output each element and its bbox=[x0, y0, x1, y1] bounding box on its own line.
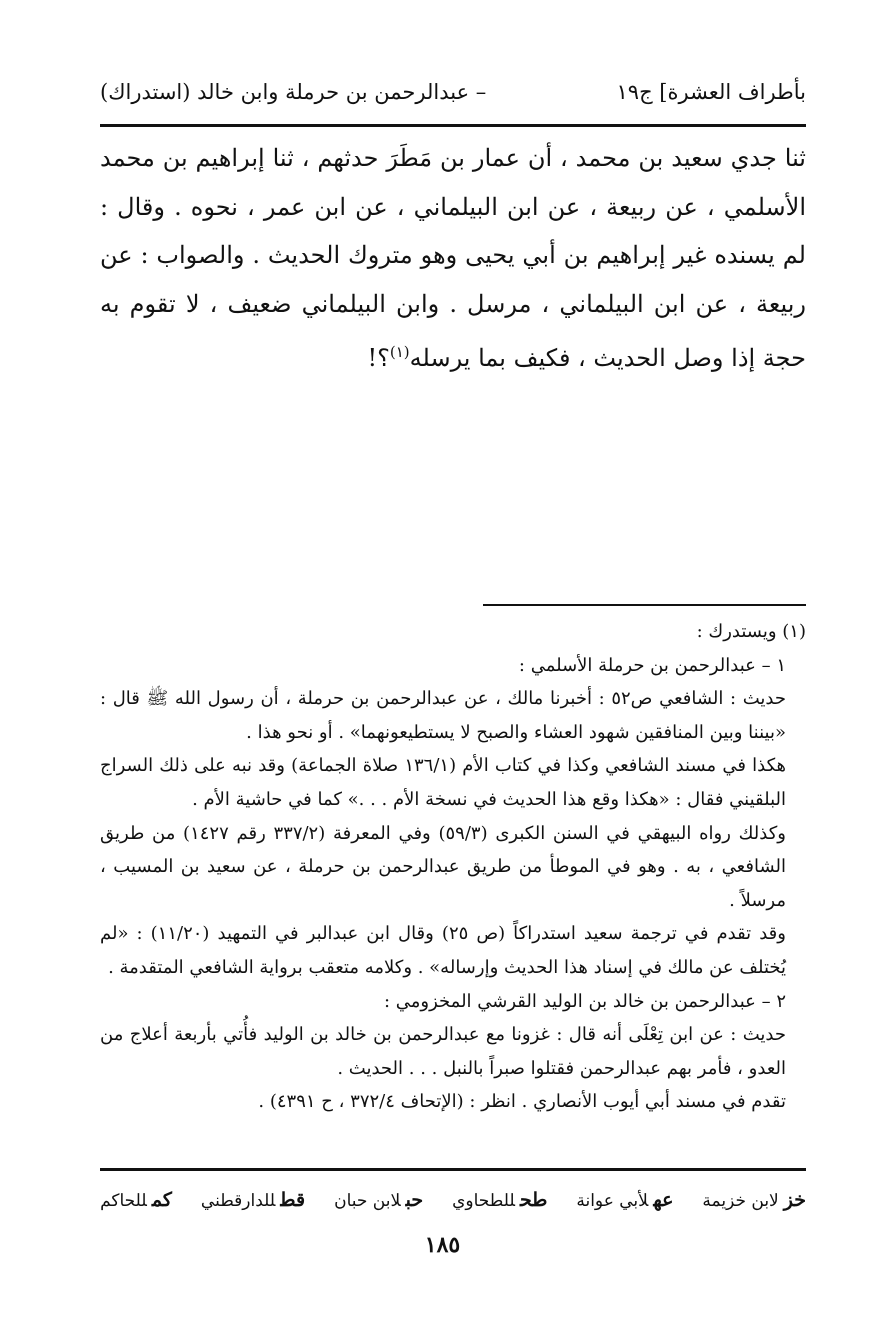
footnote-line: هكذا في مسند الشافعي وكذا في كتاب الأم (١٣٦/١ صلاة الجماعة) وقد نبه على ذلك السراج البلقيني فقال : «هكذا وقع هذا الحديث في نسخة الأم . . .» كما في حاشية الأم . bbox=[100, 755, 787, 810]
footnotes bbox=[100, 615, 806, 1119]
legend-item: عهلأبي عوانة bbox=[576, 1189, 674, 1211]
legend-item: كمللحاكم bbox=[100, 1189, 172, 1211]
legend-item: حبلابن حبان bbox=[334, 1189, 424, 1211]
legend-item: خزلابن خزيمة bbox=[702, 1189, 806, 1211]
footnote-subheading: ٢ – عبدالرحمن بن خالد بن الوليد القرشي المخزومي : bbox=[383, 990, 786, 1012]
legend-item: قطللدارقطني bbox=[200, 1189, 306, 1211]
page-number: ١٨٥ bbox=[424, 1232, 461, 1258]
footnote-line: حديث : الشافعي ص٥٢ : أخبرنا مالك ، عن عبدالرحمن بن حرملة ، أن رسول الله ﷺ قال : «بيننا وبين المنافقين شهود العشاء والصبح لا يستطيعونهما» . أو نحو هذا . bbox=[100, 688, 786, 743]
main-text bbox=[100, 134, 806, 383]
footnote-line: تقدم في مسند أبي أيوب الأنصاري . انظر : (الإتحاف ٣٧٢/٤ ، ح ٤٣٩١) . bbox=[258, 1091, 786, 1113]
book-title: بأطراف العشرة] ج١٩ bbox=[616, 80, 806, 104]
footnote-line: حديث : عن ابن تِعْلَى أنه قال : غزونا مع عبدالرحمن بن خالد بن الوليد فأُتي بأربعة أعلاج من العدو ، فأمر بهم عبدالرحمن فقتلوا صبراً بالنبل . . . الحديث . bbox=[100, 1024, 786, 1079]
section-title: – عبدالرحمن بن حرملة وابن خالد (استدراك) bbox=[100, 80, 487, 104]
header-divider bbox=[100, 124, 806, 127]
abbreviation-legend bbox=[100, 1180, 806, 1220]
footnote-divider bbox=[483, 604, 806, 606]
footnote-line: (١) ويستدرك : bbox=[696, 621, 806, 642]
main-paragraph: ثنا جدي سعيد بن محمد ، أن عمار بن مَطَرَ حدثهم ، ثنا إبراهيم بن محمد الأسلمي ، عن ربيعة ، عن ابن البيلماني ، عن ابن عمر ، نحوه . وقال : لم يسنده غير إبراهيم بن أبي يحيى وهو متروك الحديث . والصواب : عن ربيعة ، عن ابن البيلماني ، مرسل . وابن البيلماني ضعيف ، لا تقوم به حجة إذا وصل الحديث ، فكيف بما يرسله$^{(١)}$؟! bbox=[100, 144, 806, 372]
legend-item: طحللطحاوي bbox=[452, 1189, 548, 1211]
legend-divider bbox=[100, 1168, 806, 1171]
footnote-line: وكذلك رواه البيهقي في السنن الكبرى (٥٩/٣) وفي المعرفة (٣٣٧/٢ رقم ١٤٢٧) من طريق الشافعي ، به . وهو في الموطأ من طريق عبدالرحمن بن حرملة ، عن سعيد بن المسيب ، مرسلاً . bbox=[100, 822, 786, 911]
footnote-subheading: ١ – عبدالرحمن بن حرملة الأسلمي : bbox=[518, 654, 786, 676]
footnote-reference: (١) bbox=[389, 343, 410, 361]
running-header bbox=[100, 70, 806, 114]
footnote-line: وقد تقدم في ترجمة سعيد استدراكاً (ص ٢٥) وقال ابن عبدالبر في التمهيد (١١/٢٠) : «لم يُختلف عن مالك في إسناد هذا الحديث وإرساله» . وكلامه متعقب برواية الشافعي المتقدمة . bbox=[100, 923, 786, 978]
